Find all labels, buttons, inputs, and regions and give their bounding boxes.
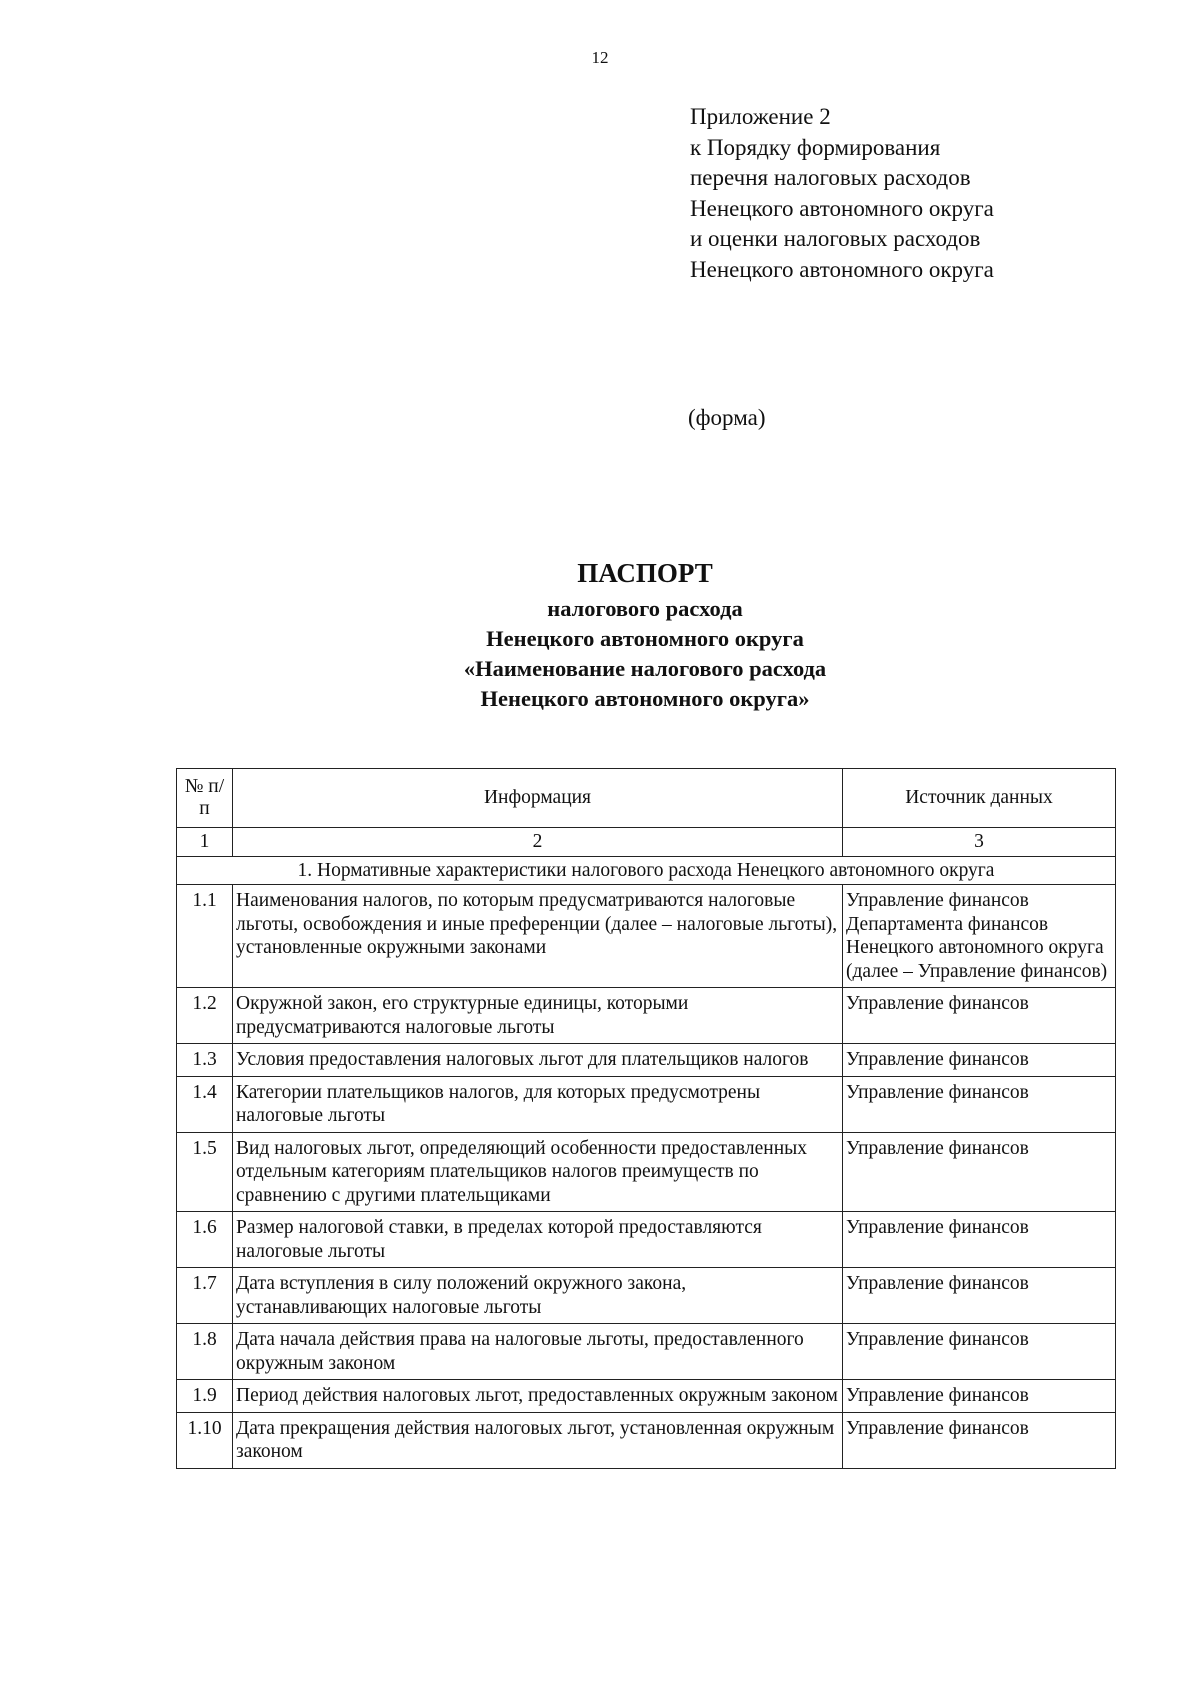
row-number: 1.2 bbox=[177, 988, 233, 1044]
header-num: № п/п bbox=[177, 769, 233, 828]
row-info: Категории плательщиков налогов, для которых предусмотрены налоговые льготы bbox=[233, 1076, 843, 1132]
passport-table bbox=[176, 768, 1116, 1469]
column-number: 1 bbox=[177, 828, 233, 857]
row-number: 1.3 bbox=[177, 1044, 233, 1077]
table-row bbox=[177, 1076, 1116, 1132]
row-source: Управление финансов Департамента финансов Ненецкого автономного округа (далее – Управление финансов) bbox=[843, 885, 1116, 988]
row-info: Дата начала действия права на налоговые льготы, предоставленного окружным законом bbox=[233, 1324, 843, 1380]
row-source: Управление финансов bbox=[843, 1212, 1116, 1268]
appendix-line: Ненецкого автономного округа bbox=[690, 256, 994, 282]
row-number: 1.4 bbox=[177, 1076, 233, 1132]
heading-line: Ненецкого автономного округа bbox=[486, 626, 804, 651]
header-source: Источник данных bbox=[843, 769, 1116, 828]
table-row bbox=[177, 1212, 1116, 1268]
passport-heading bbox=[0, 556, 1200, 714]
row-number: 1.1 bbox=[177, 885, 233, 988]
row-info: Условия предоставления налоговых льгот для плательщиков налогов bbox=[233, 1044, 843, 1077]
column-numbers-row bbox=[177, 828, 1116, 857]
table-row bbox=[177, 1132, 1116, 1212]
table-row bbox=[177, 988, 1116, 1044]
form-label: (форма) bbox=[688, 405, 766, 430]
table-row bbox=[177, 1412, 1116, 1468]
appendix-line: перечня налоговых расходов bbox=[690, 165, 971, 190]
appendix-note bbox=[690, 102, 1170, 285]
row-info: Период действия налоговых льгот, предоставленных окружным законом bbox=[233, 1380, 843, 1413]
page-number: 12 bbox=[591, 48, 609, 67]
row-source: Управление финансов bbox=[843, 1324, 1116, 1380]
table-row bbox=[177, 1324, 1116, 1380]
appendix-line: к Порядку формирования bbox=[690, 134, 941, 160]
row-number: 1.6 bbox=[177, 1212, 233, 1268]
row-info: Дата вступления в силу положений окружного закона, устанавливающих налоговые льготы bbox=[233, 1268, 843, 1324]
row-number: 1.9 bbox=[177, 1380, 233, 1413]
heading-line: налогового расхода bbox=[547, 596, 743, 621]
header-info: Информация bbox=[233, 769, 843, 828]
row-number: 1.10 bbox=[177, 1412, 233, 1468]
row-source: Управление финансов bbox=[843, 1132, 1116, 1212]
row-source: Управление финансов bbox=[843, 1044, 1116, 1077]
table-row bbox=[177, 1380, 1116, 1413]
table-header-row bbox=[177, 769, 1116, 828]
row-number: 1.7 bbox=[177, 1268, 233, 1324]
row-source: Управление финансов bbox=[843, 988, 1116, 1044]
heading-line: «Наименование налогового расхода bbox=[463, 656, 827, 681]
column-number: 3 bbox=[843, 828, 1116, 857]
appendix-line: Приложение 2 bbox=[690, 104, 831, 129]
row-info: Наименования налогов, по которым предусматриваются налоговые льготы, освобождения и иные преференции (далее – налоговые льготы), установленные окружными законами bbox=[233, 885, 843, 988]
row-number: 1.5 bbox=[177, 1132, 233, 1212]
passport-title: ПАСПОРТ bbox=[577, 558, 713, 588]
row-info: Окружной закон, его структурные единицы, которыми предусматриваются налоговые льготы bbox=[233, 988, 843, 1044]
row-source: Управление финансов bbox=[843, 1412, 1116, 1468]
section-row bbox=[177, 856, 1116, 885]
row-info: Размер налоговой ставки, в пределах которой предоставляются налоговые льготы bbox=[233, 1212, 843, 1268]
column-number: 2 bbox=[233, 828, 843, 857]
section-title: 1. Нормативные характеристики налогового расхода Ненецкого автономного округа bbox=[177, 856, 1116, 885]
appendix-line: Ненецкого автономного округа bbox=[690, 195, 994, 221]
appendix-line: и оценки налоговых расходов bbox=[690, 226, 981, 251]
heading-line: Ненецкого автономного округа» bbox=[480, 686, 810, 711]
row-info: Дата прекращения действия налоговых льгот, установленная окружным законом bbox=[233, 1412, 843, 1468]
table-row bbox=[177, 885, 1116, 988]
row-source: Управление финансов bbox=[843, 1076, 1116, 1132]
row-source: Управление финансов bbox=[843, 1268, 1116, 1324]
table-row bbox=[177, 1268, 1116, 1324]
table-row bbox=[177, 1044, 1116, 1077]
row-source: Управление финансов bbox=[843, 1380, 1116, 1413]
row-info: Вид налоговых льгот, определяющий особенности предоставленных отдельным категориям плательщиков налогов преимуществ по сравнению с другими плательщиками bbox=[233, 1132, 843, 1212]
row-number: 1.8 bbox=[177, 1324, 233, 1380]
